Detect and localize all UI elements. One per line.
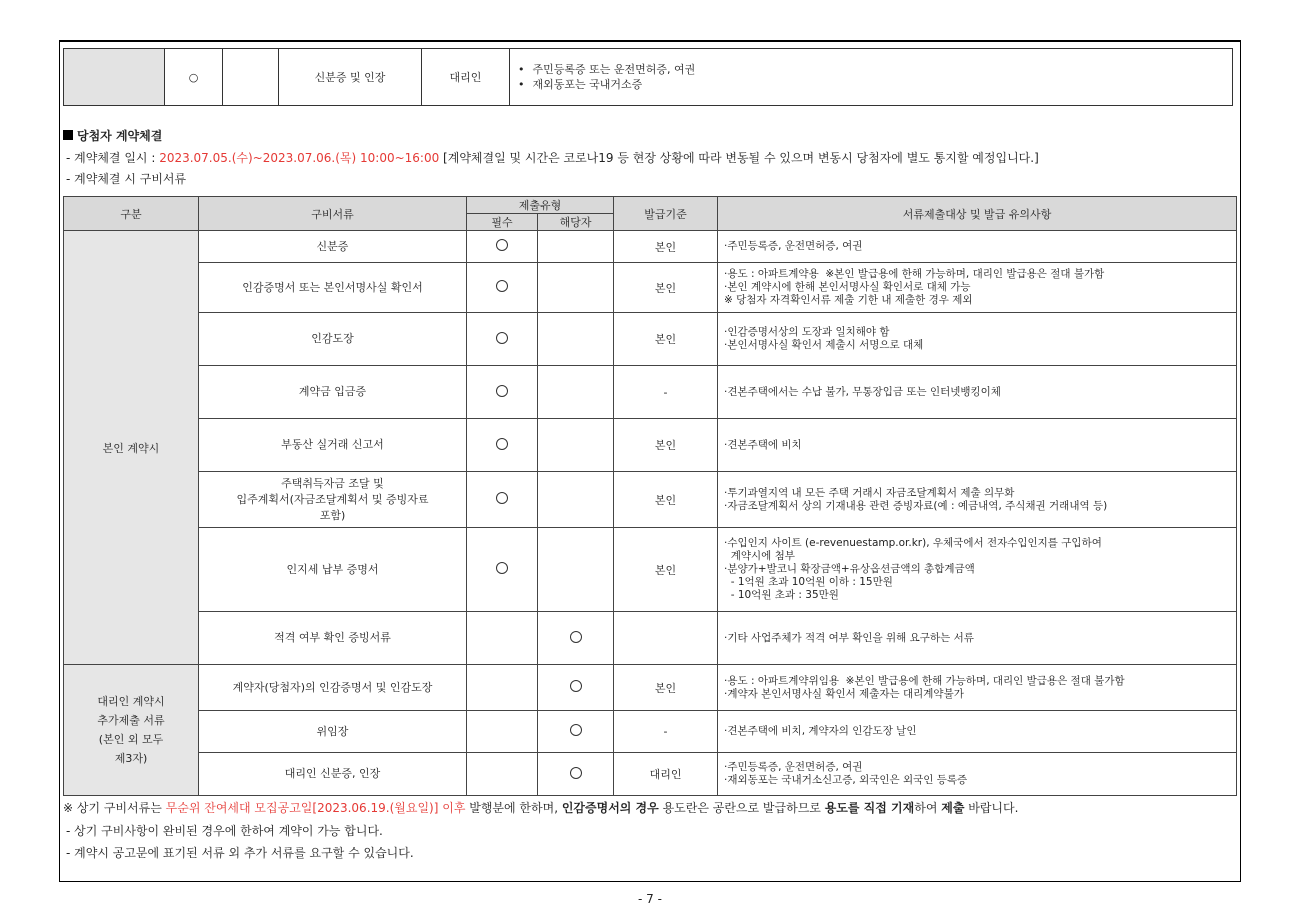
required-cell [467, 711, 538, 753]
note-line: ·주민등록증, 운전면허증, 여권 [724, 240, 863, 252]
category-label: 본인 계약시 [102, 441, 160, 455]
applicable-cell [223, 49, 279, 106]
document-name [199, 231, 467, 263]
required-documents-table [63, 196, 1237, 796]
table-row [64, 711, 1237, 753]
issue-basis: 본인 [614, 665, 718, 711]
note-line: ·계약자 본인서명사실 확인서 제출자는 대리계약불가 [724, 687, 964, 700]
note-line: ·재외동포는 국내거소신고증, 외국인은 외국인 등록증 [724, 774, 968, 786]
document-name [199, 419, 467, 472]
header-category: 구분 [64, 197, 199, 231]
notes-cell [718, 612, 1237, 665]
note-line: ·기타 사업주체가 적격 여부 확인을 위해 요구하는 서류 [724, 631, 974, 644]
footer-note [63, 799, 1018, 816]
issue-basis: 본인 [614, 263, 718, 313]
category-label-line: 추가제출 서류 [97, 714, 165, 727]
notes-cell [718, 231, 1237, 263]
notes-cell [718, 419, 1237, 472]
contract-date-line [66, 149, 1039, 166]
document-name-line: 대리인 신분증, 인장 [284, 767, 381, 780]
notes-cell [718, 665, 1237, 711]
issue-basis: 본인 [614, 472, 718, 528]
document-name [199, 665, 467, 711]
applicable-cell [538, 231, 614, 263]
header-required: 필수 [467, 214, 538, 231]
applicable-cell [538, 419, 614, 472]
applicable-cell [538, 753, 614, 796]
table-row [64, 263, 1237, 313]
document-name-line: 부동산 실거래 신고서 [281, 438, 384, 451]
applicable-cell [538, 711, 614, 753]
category-label-line: 대리인 계약시 [97, 695, 165, 708]
required-docs-line: - 계약체결 시 구비서류 [66, 172, 187, 186]
header-applicable: 해당자 [538, 214, 614, 231]
document-name [199, 472, 467, 528]
issue-basis: - [614, 366, 718, 419]
required-cell [467, 231, 538, 263]
square-bullet-icon [63, 130, 73, 140]
circle-mark-icon [570, 724, 582, 736]
document-name [199, 366, 467, 419]
header-row [64, 197, 1237, 214]
required-cell [467, 665, 538, 711]
notes-cell [718, 528, 1237, 612]
required-cell [467, 528, 538, 612]
date-prefix: - 계약체결 일시 : [66, 151, 160, 165]
note-line: ·수입인지 사이트 (e-revenuestamp.or.kr), 우체국에서 전자수입인지를 구입하여 [724, 537, 1102, 549]
applicable-cell [538, 528, 614, 612]
note-line: ·견본주택에서는 수납 불가, 무통장입금 또는 인터넷뱅킹이체 [724, 385, 1001, 398]
document-name-line: 인감도장 [311, 332, 354, 345]
document-name [199, 753, 467, 796]
issue-basis: 본인 [614, 231, 718, 263]
footer-highlight-date: 무순위 잔여세대 모집공고일[2023.06.19.(월요일)] 이후 [165, 801, 466, 815]
document-name [199, 612, 467, 665]
document-name [199, 313, 467, 366]
notes-cell [718, 753, 1237, 796]
table-row [64, 49, 1233, 106]
date-suffix: [계약체결일 및 시간은 코로나19 등 현장 상황에 따라 변동될 수 있으며 변동시 당첨자에 별도 통지할 예정입니다.] [439, 151, 1039, 165]
notes-cell [718, 472, 1237, 528]
document-name [199, 263, 467, 313]
note-line: ·견본주택에 비치 [724, 438, 802, 451]
circle-mark-icon [496, 332, 508, 344]
table-row [64, 528, 1237, 612]
required-cell [467, 753, 538, 796]
document-name-line: 포함) [319, 508, 346, 522]
section-title: 당첨자 계약체결 [77, 129, 163, 143]
table-row [64, 231, 1237, 263]
document-name-line: 신분증 [316, 239, 349, 253]
note-line: ·투기과열지역 내 모든 주택 거래시 자금조달계획서 제출 의무화 [724, 486, 1015, 499]
circle-mark-icon [496, 492, 508, 504]
applicable-cell [538, 313, 614, 366]
note-line: ·주민등록증, 운전면허증, 여권 [724, 761, 863, 773]
issue-basis: 대리인 [614, 753, 718, 796]
table-row [64, 419, 1237, 472]
required-cell [467, 313, 538, 366]
document-name-line: 인지세 납부 증명서 [286, 562, 379, 576]
notes-cell [718, 313, 1237, 366]
notes-cell [718, 366, 1237, 419]
table-row [64, 612, 1237, 665]
issue-basis: 본인 [614, 528, 718, 612]
document-name-line: 위임장 [316, 724, 349, 738]
note-line: ·본인서명사실 확인서 제출시 서명으로 대체 [724, 339, 924, 351]
document-name-line: 계약금 입금증 [298, 385, 367, 398]
table-row [64, 366, 1237, 419]
date-value: 2023.07.05.(수)~2023.07.06.(목) 10:00~16:00 [159, 151, 440, 165]
category-proxy-contract [64, 665, 199, 796]
note-line: ·견본주택에 비치, 계약자의 인감도장 날인 [724, 725, 917, 737]
footer-bold: 인감증명서의 경우 [561, 801, 659, 815]
table-row [64, 472, 1237, 528]
note-line: • 재외동포는 국내거소증 [518, 77, 1232, 92]
circle-mark-icon [570, 680, 582, 692]
document-name-line: 인감증명서 또는 본인서명사실 확인서 [242, 280, 423, 294]
page-number: - 7 - [638, 892, 662, 906]
circle-mark-icon [496, 280, 508, 292]
table-row [64, 313, 1237, 366]
previous-table-continuation [63, 48, 1233, 106]
issue-basis: - [614, 711, 718, 753]
issue-basis: 본인 [614, 419, 718, 472]
footer-text: 바랍니다. [964, 801, 1019, 815]
notes-cell [718, 711, 1237, 753]
required-cell [467, 366, 538, 419]
circle-mark-icon [570, 631, 582, 643]
note-line: - 10억원 초과 : 35만원 [724, 589, 839, 601]
category-label-line: (본인 외 모두 [98, 733, 164, 746]
note-line: ·본인 계약시에 한해 본인서명사실 확인서로 대체 가능 [724, 281, 971, 293]
issue-basis: 본인 [614, 313, 718, 366]
applicable-cell [538, 665, 614, 711]
notes-cell [718, 263, 1237, 313]
footer-bold: 용도를 직접 기재 [824, 801, 915, 815]
table-row [64, 665, 1237, 711]
note-line: ·용도 : 아파트계약위임용 ※본인 발급용에 한해 가능하며, 대리인 발급용은 절대 불가함 [724, 674, 1125, 687]
footer-line-3: - 계약시 공고문에 표기된 서류 외 추가 서류를 요구할 수 있습니다. [66, 846, 414, 860]
circle-mark-icon [496, 438, 508, 450]
header-documents: 구비서류 [199, 197, 467, 231]
document-name-line: 계약자(당첨자)의 인감증명서 및 인감도장 [232, 680, 433, 694]
applicable-cell [538, 263, 614, 313]
notes-cell [510, 49, 1233, 106]
required-cell [467, 419, 538, 472]
note-line: ·자금조달계획서 상의 기재내용 관련 증빙자료(예 : 예금내역, 주식채권 거래내역 등) [724, 499, 1108, 512]
required-mark: ○ [165, 49, 223, 106]
footer-text: ※ 상기 구비서류는 [63, 801, 166, 815]
required-cell [467, 263, 538, 313]
note-line: 계약시에 첨부 [724, 550, 795, 562]
document-name-line: 적격 여부 확인 증빙서류 [274, 631, 391, 644]
note-line: ※ 당첨자 자격확인서류 제출 기한 내 제출한 경우 제외 [724, 294, 973, 306]
document-name [199, 528, 467, 612]
note-line: ·용도 : 아파트계약용 ※본인 발급용에 한해 가능하며, 대리인 발급용은 절대 불가함 [724, 268, 1105, 280]
footer-bold: 제출 [941, 801, 965, 815]
circle-mark-icon [496, 239, 508, 251]
category-cell [64, 49, 165, 106]
required-cell [467, 472, 538, 528]
circle-mark-icon [570, 767, 582, 779]
issue-basis [614, 612, 718, 665]
note-line: - 1억원 초과 10억원 이하 : 15만원 [724, 576, 893, 588]
footer-text: 하여 [914, 801, 942, 815]
category-self-contract [64, 231, 199, 665]
footer-text: 용도란은 공란으로 발급하므로 [658, 801, 825, 815]
header-issue-basis: 발급기준 [614, 197, 718, 231]
footer-line-2: - 상기 구비사항이 완비된 경우에 한하여 계약이 가능 합니다. [66, 824, 383, 838]
applicable-cell [538, 472, 614, 528]
document-name-line: 입주계획서(자금조달계획서 및 증빙자료 [236, 492, 429, 506]
footer-text: 발행분에 한하며, [465, 801, 562, 815]
header-notes: 서류제출대상 및 발급 유의사항 [718, 197, 1237, 231]
applicable-cell [538, 366, 614, 419]
note-line: ·분양가+발코니 확장금액+유상옵션금액의 총합계금액 [724, 563, 975, 575]
applicable-cell [538, 612, 614, 665]
circle-mark-icon [496, 385, 508, 397]
note-line: ·인감증명서상의 도장과 일치해야 함 [724, 326, 890, 338]
issue-basis: 대리인 [422, 49, 510, 106]
document-name: 신분증 및 인장 [279, 49, 422, 106]
section-heading [63, 127, 162, 144]
note-line: • 주민등록증 또는 운전면허증, 여권 [518, 62, 1232, 77]
circle-mark-icon [496, 562, 508, 574]
document-name [199, 711, 467, 753]
header-submission-type: 제출유형 [467, 197, 614, 214]
required-cell [467, 612, 538, 665]
table-row [64, 753, 1237, 796]
category-label-line: 제3자) [114, 752, 148, 765]
document-name-line: 주택취득자금 조달 및 [281, 476, 384, 490]
